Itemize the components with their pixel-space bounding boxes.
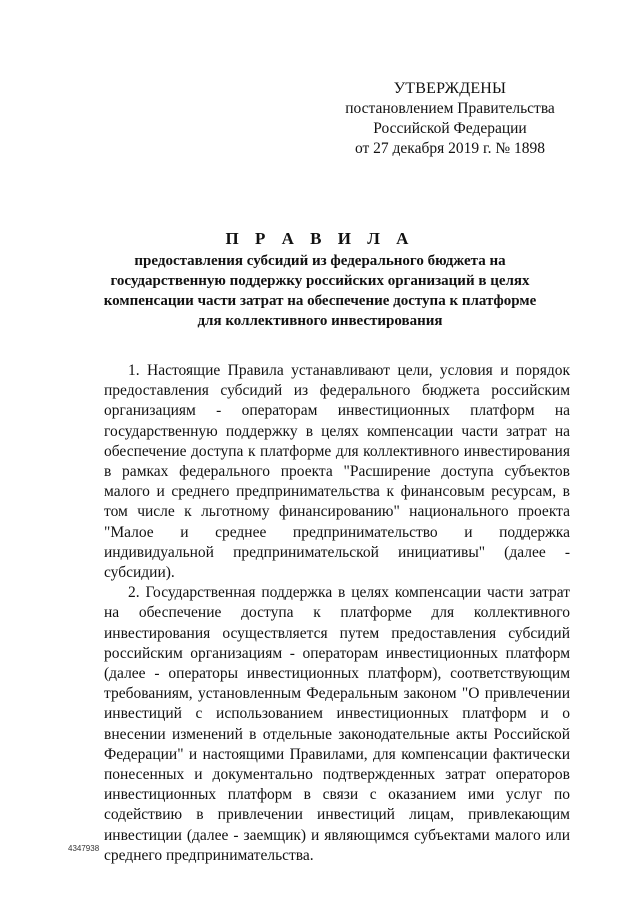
approval-title: УТВЕРЖДЕНЫ: [393, 80, 507, 97]
document-title: П Р А В И Л А: [225, 229, 415, 248]
approval-line-1: постановлением Правительства: [345, 100, 555, 117]
approval-line-2: Российской Федерации: [373, 120, 527, 137]
document-body: [104, 361, 570, 866]
approval-block: [330, 79, 570, 159]
document-code: 4347938: [68, 844, 100, 853]
paragraph-2: 2. Государственная поддержка в целях компенсации части затрат на обеспечение доступа к платформе для коллективного инвестирования осуществляется путем предоставления субсидий российским организациям - операторам инвестиционных платформ (далее - операторы инвестиционных платформ), соответствующим требованиям, установленным Федеральным законом "О привлечении инвестиций с использованием инвестиционных платформ и о внесении изменений в отдельные законодательные акты Российской Федерации" и настоящими Правилами, для компенсации фактически понесенных и документально подтвержденных затрат операторов инвестиционных платформ в связи с оказанием ими услуг по содействию в привлечении инвестиций лицам, привлекающим инвестиции (далее - заемщик) и являющимся субъектами малого или среднего предпринимательства.: [104, 584, 570, 864]
approval-line-3: от 27 декабря 2019 г. № 1898: [354, 140, 546, 157]
paragraph-1: 1. Настоящие Правила устанавливают цели, условия и порядок предоставления субсидий из федерального бюджета российским организациям - операторам инвестиционных платформ на государственную поддержку в целях компенсации части затрат на обеспечение доступа к платформе для коллективного инвестирования в рамках федерального проекта "Расширение доступа субъектов малого и среднего предпринимательства к финансовым ресурсам, в том числе к льготному финансированию" национального проекта "Малое и среднее предпринимательство и поддержка индивидуальной предпринимательской инициативы" (далее - субсидии).: [104, 362, 570, 582]
document-subtitle: предоставления субсидий из федерального бюджета на государственную поддержку российских организаций в целях компенсации части затрат на обеспечение доступа к платформе для коллективного инвестирования: [103, 253, 537, 329]
